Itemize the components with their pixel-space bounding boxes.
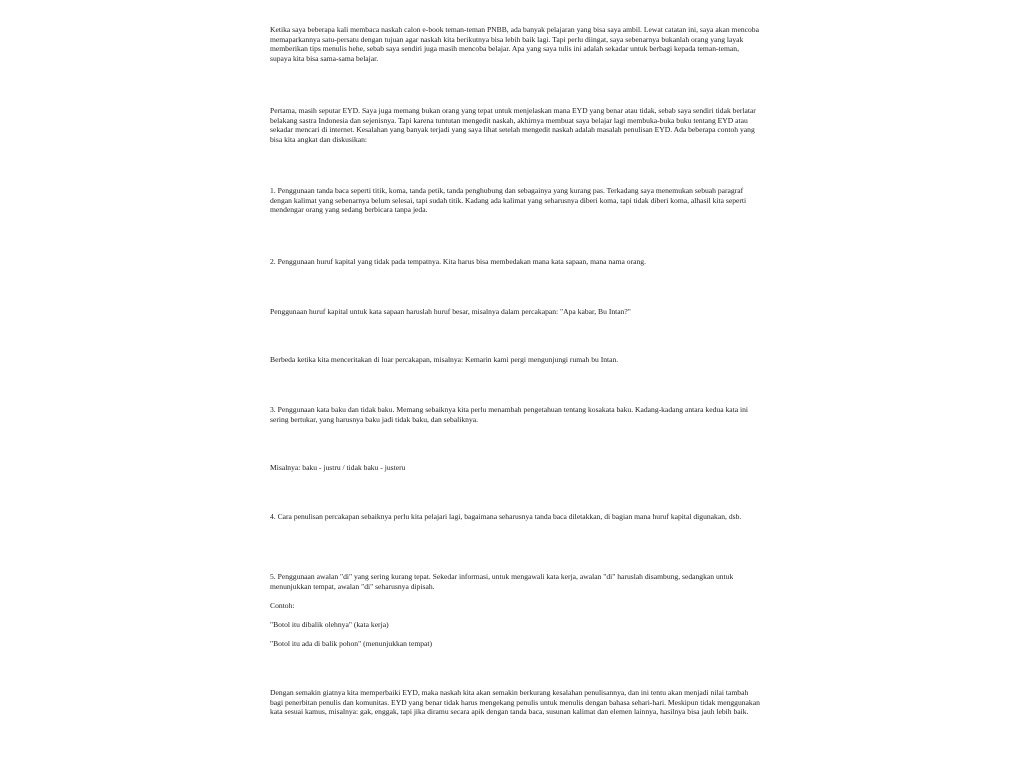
paragraph-point-1: 1. Penggunaan tanda baca seperti titik, koma, tanda petik, tanda penghubung dan sebagainya yang kurang pas. Terkadang saya menemukan sebuah paragraf dengan kalimat yang sebenarnya belum selesai, tapi sudah titik. Kadang ada kalimat yang seharusnya diberi koma, tapi tidak diberi koma, alhasil kita seperti mendengar orang yang sedang berbicara tanpa jeda.: [270, 186, 747, 214]
paragraph-eyd-first: Pertama, masih seputar EYD. Saya juga memang bukan orang yang tepat untuk menjelaskan mana EYD yang benar atau tidak, sebab saya sendiri tidak berlatar belakang sastra Indonesia dan sejenisnya. Tapi karena tuntutan mengedit naskah, akhirnya membuat saya belajar lagi membuka-buka buku tentang EYD atau sekadar mencari di internet. Kesalahan yang banyak terjadi yang saya lihat setelah mengedit naskah adalah masalah penulisan EYD. Ada beberapa contoh yang bisa kita angkat dan diskusikan:: [270, 106, 756, 144]
paragraph-conclusion: Dengan semakin giatnya kita memperbaiki EYD, maka naskah kita akan semakin berkurang kesalahan penulisannya, dan ini tentu akan menjadi nilai tambah bagi penerbitan penulis dan komunitas. EYD yang benar tidak harus mengekang penulis untuk menulis dengan bahasa sehari-hari. Meskipun tidak menggunakan kata sesuai kamus, misalnya: gak, enggak, tapi jika diramu secara apik dengan tanda baca, susunan kalimat dan elemen lainnya, hasilnya bisa jauh lebih baik.: [270, 688, 760, 716]
paragraph-intro: Ketika saya beberapa kali membaca naskah calon e-book teman-teman PNBB, ada banyak pelajaran yang bisa saya ambil. Lewat catatan ini, saya akan mencoba memaparkannya satu-persatu dengan tujuan agar naskah kita berikutnya bisa lebih baik lagi. Tapi perlu diingat, saya sebenarnya bukanlah orang yang layak memberikan tips menulis hehe, sebab saya sendiri juga masih mencoba belajar. Apa yang saya tulis ini adalah sekadar untuk berbagi kepada teman-teman, supaya kita bisa sama-sama belajar.: [270, 25, 759, 63]
paragraph-capital-contrast: Berbeda ketika kita menceritakan di luar percakapan, misalnya: Kemarin kami pergi mengunjungi rumah bu Intan.: [270, 355, 619, 364]
paragraph-capital-example: Penggunaan huruf kapital untuk kata sapaan haruslah huruf besar, misalnya dalam percakapan: "Apa kabar, Bu Intan?": [270, 307, 631, 316]
paragraph-baku-example: Misalnya: baku - justru / tidak baku - justeru: [270, 463, 406, 472]
paragraph-example-verb: "Botol itu dibalik olehnya" (kata kerja): [270, 620, 389, 629]
paragraph-point-2: 2. Penggunaan huruf kapital yang tidak pada tempatnya. Kita harus bisa membedakan mana kata sapaan, mana nama orang.: [270, 257, 646, 266]
paragraph-point-3: 3. Penggunaan kata baku dan tidak baku. Memang sebaiknya kita perlu menambah pengetahuan tentang kosakata baku. Kadang-kadang antara kedua kata ini sering bertukar, yang harusnya baku jadi tidak baku, dan sebaliknya.: [270, 405, 749, 424]
paragraph-contoh-label: Contoh:: [270, 601, 295, 610]
paragraph-example-place: "Botol itu ada di balik pohon" (menunjukkan tempat): [270, 639, 433, 648]
paragraph-point-4: 4. Cara penulisan percakapan sebaiknya perlu kita pelajari lagi, bagaimana seharusnya tanda baca diletakkan, di bagian mana huruf kapital digunakan, dsb.: [270, 512, 742, 521]
document-page: [270, 0, 760, 768]
paragraph-point-5: 5. Penggunaan awalan "di" yang sering kurang tepat. Sekedar informasi, untuk mengawali kata kerja, awalan "di" haruslah disambung, sedangkan untuk menunjukkan tempat, awalan "di" seharusnya dipisah.: [270, 572, 734, 591]
